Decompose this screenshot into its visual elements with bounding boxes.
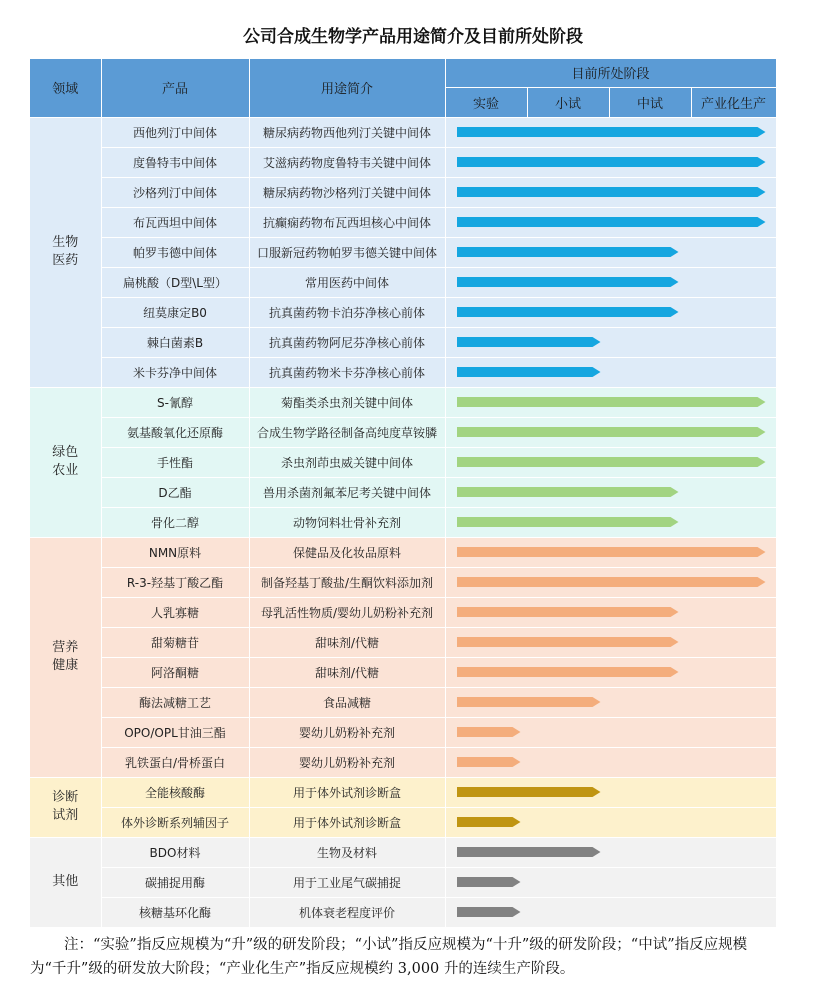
usage-cell: 糖尿病药物西他列汀关键中间体 — [249, 117, 445, 147]
stage-bar-cell — [445, 717, 776, 747]
table-row — [30, 897, 776, 927]
table-row — [30, 657, 776, 687]
stage-arrow — [457, 817, 521, 827]
stage-arrow — [457, 517, 679, 527]
usage-cell: 抗真菌药物卡泊芬净核心前体 — [249, 297, 445, 327]
header-stage-lab: 实验 — [445, 87, 527, 117]
product-cell: 人乳寡糖 — [101, 597, 249, 627]
table-row — [30, 507, 776, 537]
product-cell: 乳铁蛋白/骨桥蛋白 — [101, 747, 249, 777]
table-row — [30, 687, 776, 717]
stage-bar-cell — [445, 597, 776, 627]
table-row — [30, 207, 776, 237]
product-cell: D乙酯 — [101, 477, 249, 507]
domain-cell — [30, 387, 101, 537]
table-row — [30, 267, 776, 297]
product-cell: 核糖基环化酶 — [101, 897, 249, 927]
product-cell: 碳捕捉用酶 — [101, 867, 249, 897]
usage-cell: 菊酯类杀虫剂关键中间体 — [249, 387, 445, 417]
stage-bar-cell — [445, 237, 776, 267]
stage-bar-cell — [445, 867, 776, 897]
usage-cell: 生物及材料 — [249, 837, 445, 867]
header-stage-industrial: 产业化生产 — [691, 87, 776, 117]
table-row — [30, 237, 776, 267]
header-domain: 领域 — [30, 59, 101, 117]
product-cell: S-氰醇 — [101, 387, 249, 417]
stage-bar-cell — [445, 357, 776, 387]
usage-cell: 糖尿病药物沙格列汀关键中间体 — [249, 177, 445, 207]
domain-cell — [30, 777, 101, 837]
stage-bar-cell — [445, 147, 776, 177]
domain-cell — [30, 117, 101, 387]
usage-cell: 口服新冠药物帕罗韦德关键中间体 — [249, 237, 445, 267]
usage-cell: 食品减糖 — [249, 687, 445, 717]
stage-bar-cell — [445, 327, 776, 357]
page-title: 公司合成生物学产品用途简介及目前所处阶段 — [243, 27, 583, 47]
product-cell: BDO材料 — [101, 837, 249, 867]
product-cell: 米卡芬净中间体 — [101, 357, 249, 387]
table-row — [30, 357, 776, 387]
stage-bar-cell — [445, 387, 776, 417]
table-row — [30, 777, 776, 807]
stage-arrow — [457, 307, 679, 317]
table-row — [30, 387, 776, 417]
stage-bar-cell — [445, 177, 776, 207]
product-cell: 沙格列汀中间体 — [101, 177, 249, 207]
stage-bar-cell — [445, 687, 776, 717]
domain-label: 生物医药 — [52, 235, 79, 268]
table-row — [30, 117, 776, 147]
stage-arrow — [457, 247, 679, 257]
stage-arrow — [457, 547, 766, 557]
table-row — [30, 537, 776, 567]
product-cell: 西他列汀中间体 — [101, 117, 249, 147]
stage-arrow — [457, 667, 679, 677]
usage-cell: 用于体外试剂诊断盒 — [249, 777, 445, 807]
stage-bar-cell — [445, 747, 776, 777]
product-cell: 全能核酸酶 — [101, 777, 249, 807]
usage-cell: 用于体外试剂诊断盒 — [249, 807, 445, 837]
product-cell: 甜菊糖苷 — [101, 627, 249, 657]
usage-cell: 保健品及化妆品原料 — [249, 537, 445, 567]
usage-cell: 母乳活性物质/婴幼儿奶粉补充剂 — [249, 597, 445, 627]
stage-bar-cell — [445, 507, 776, 537]
stage-arrow — [457, 727, 521, 737]
stage-arrow — [457, 607, 679, 617]
table-row — [30, 417, 776, 447]
table-row — [30, 717, 776, 747]
stage-bar-cell — [445, 807, 776, 837]
product-cell: 扁桃酸（D型\L型） — [101, 267, 249, 297]
product-cell: 体外诊断系列辅因子 — [101, 807, 249, 837]
table-row — [30, 627, 776, 657]
stage-bar-cell — [445, 267, 776, 297]
stage-arrow — [457, 397, 766, 407]
stage-bar-cell — [445, 537, 776, 567]
stage-arrow — [457, 697, 601, 707]
stage-bar-cell — [445, 447, 776, 477]
header-stage: 目前所处阶段 — [445, 59, 776, 87]
stage-arrow — [457, 427, 766, 437]
table-row — [30, 837, 776, 867]
product-cell: 手性酯 — [101, 447, 249, 477]
stage-arrow — [457, 187, 766, 197]
usage-cell: 常用医药中间体 — [249, 267, 445, 297]
usage-cell: 合成生物学路径制备高纯度草铵膦 — [249, 417, 445, 447]
usage-cell: 甜味剂/代糖 — [249, 657, 445, 687]
stage-arrow — [457, 487, 679, 497]
product-cell: R-3-羟基丁酸乙酯 — [101, 567, 249, 597]
stage-bar-cell — [445, 627, 776, 657]
product-stage-table — [30, 59, 777, 928]
domain-label: 营养健康 — [52, 640, 79, 673]
stage-arrow — [457, 217, 766, 227]
stage-bar-cell — [445, 477, 776, 507]
usage-cell: 机体衰老程度评价 — [249, 897, 445, 927]
header-stage-small: 小试 — [527, 87, 609, 117]
table-row — [30, 327, 776, 357]
stage-bar-cell — [445, 297, 776, 327]
table-row — [30, 477, 776, 507]
product-cell: 骨化二醇 — [101, 507, 249, 537]
table-row — [30, 147, 776, 177]
stage-arrow — [457, 637, 679, 647]
usage-cell: 杀虫剂茚虫威关键中间体 — [249, 447, 445, 477]
product-cell: 布瓦西坦中间体 — [101, 207, 249, 237]
product-cell: 纽莫康定B0 — [101, 297, 249, 327]
stage-bar-cell — [445, 777, 776, 807]
stage-arrow — [457, 157, 766, 167]
table-row — [30, 567, 776, 597]
table-row — [30, 297, 776, 327]
usage-cell: 婴幼儿奶粉补充剂 — [249, 717, 445, 747]
table-body — [30, 117, 776, 927]
stage-arrow — [457, 847, 601, 857]
usage-cell: 兽用杀菌剂氟苯尼考关键中间体 — [249, 477, 445, 507]
product-cell: 棘白菌素B — [101, 327, 249, 357]
stage-arrow — [457, 577, 766, 587]
stage-arrow — [457, 277, 679, 287]
usage-cell: 艾滋病药物度鲁特韦关键中间体 — [249, 147, 445, 177]
stage-bar-cell — [445, 567, 776, 597]
header-usage: 用途简介 — [249, 59, 445, 117]
usage-cell: 甜味剂/代糖 — [249, 627, 445, 657]
usage-cell: 抗真菌药物米卡芬净核心前体 — [249, 357, 445, 387]
usage-cell: 动物饲料壮骨补充剂 — [249, 507, 445, 537]
stage-arrow — [457, 787, 601, 797]
domain-cell — [30, 537, 101, 777]
stage-arrow — [457, 457, 766, 467]
domain-label: 其他 — [52, 874, 79, 889]
table-row — [30, 597, 776, 627]
footnote: 注：“实验”指反应规模为“升”级的研发阶段；“小试”指反应规模为“十升”级的研发阶段；“中试”指反应规模为“千升”级的研发放大阶段；“产业化生产”指反应规模约 3,000 升的连续生产阶段。 — [30, 937, 748, 977]
usage-cell: 抗真菌药物阿尼芬净核心前体 — [249, 327, 445, 357]
stage-bar-cell — [445, 837, 776, 867]
product-cell: NMN原料 — [101, 537, 249, 567]
product-cell: OPO/OPL甘油三酯 — [101, 717, 249, 747]
stage-bar-cell — [445, 117, 776, 147]
stage-arrow — [457, 367, 601, 377]
stage-arrow — [457, 337, 601, 347]
product-cell: 帕罗韦德中间体 — [101, 237, 249, 267]
table-row — [30, 807, 776, 837]
table-row — [30, 447, 776, 477]
stage-arrow — [457, 877, 521, 887]
stage-bar-cell — [445, 657, 776, 687]
stage-arrow — [457, 127, 766, 137]
usage-cell: 制备羟基丁酸盐/生酮饮料添加剂 — [249, 567, 445, 597]
product-cell: 度鲁特韦中间体 — [101, 147, 249, 177]
stage-bar-cell — [445, 207, 776, 237]
domain-label: 诊断试剂 — [52, 790, 79, 823]
table-row — [30, 177, 776, 207]
domain-label: 绿色农业 — [52, 445, 79, 478]
usage-cell: 用于工业尾气碳捕捉 — [249, 867, 445, 897]
table-row — [30, 867, 776, 897]
product-cell: 阿洛酮糖 — [101, 657, 249, 687]
domain-cell — [30, 837, 101, 927]
product-cell: 氨基酸氧化还原酶 — [101, 417, 249, 447]
usage-cell: 抗癫痫药物布瓦西坦核心中间体 — [249, 207, 445, 237]
header-stage-pilot: 中试 — [609, 87, 691, 117]
table-row — [30, 747, 776, 777]
product-cell: 酶法减糖工艺 — [101, 687, 249, 717]
stage-arrow — [457, 907, 521, 917]
stage-bar-cell — [445, 897, 776, 927]
stage-arrow — [457, 757, 521, 767]
usage-cell: 婴幼儿奶粉补充剂 — [249, 747, 445, 777]
header-product: 产品 — [101, 59, 249, 117]
stage-bar-cell — [445, 417, 776, 447]
